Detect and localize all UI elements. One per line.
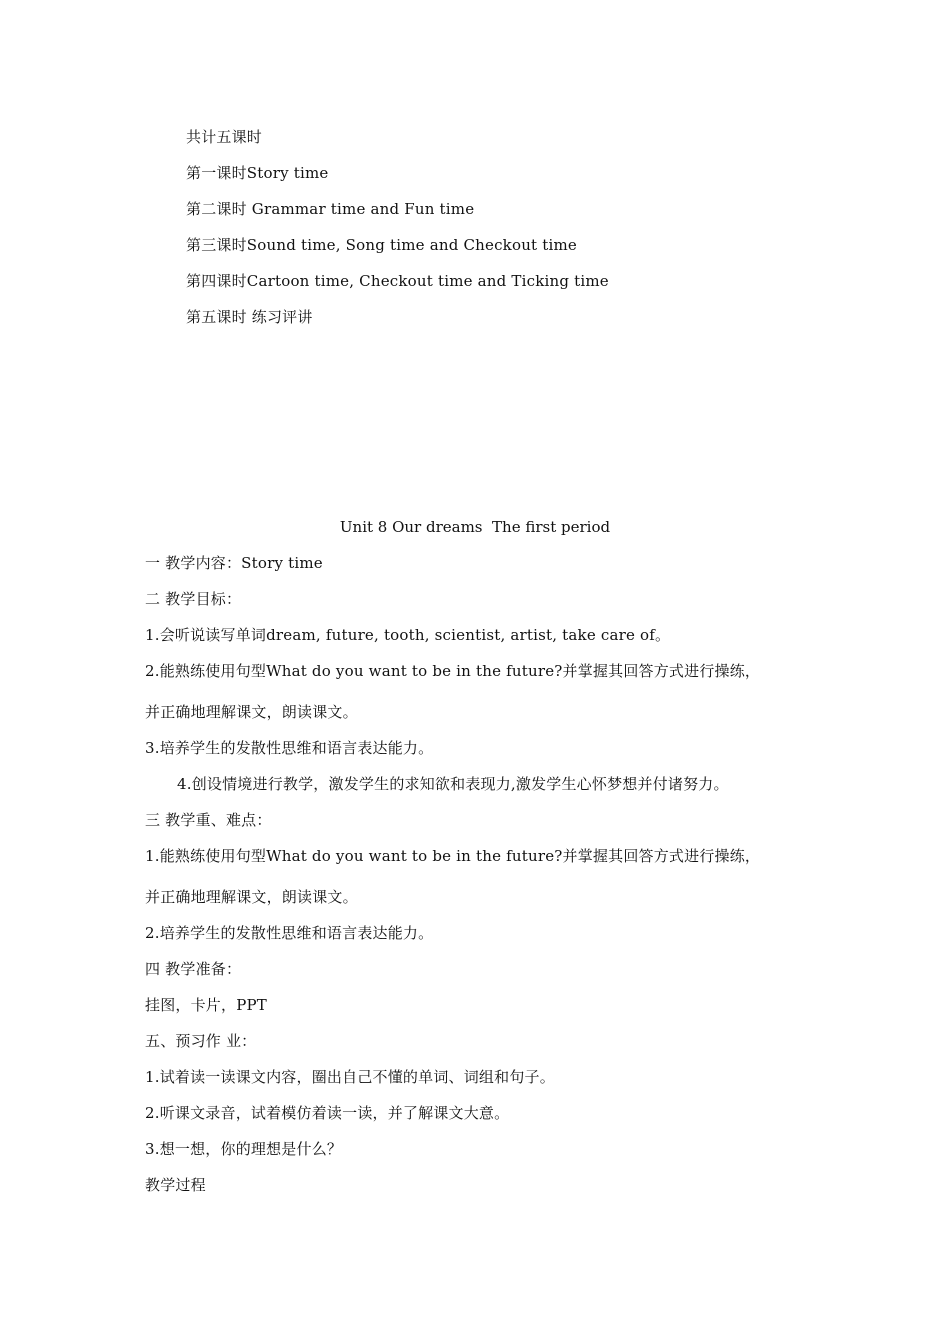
schedule-total: 共计五课时 <box>186 128 263 146</box>
schedule-period-3: 第三课时Sound time, Song time and Checkout time <box>186 236 577 254</box>
schedule-period-1: 第一课时Story time <box>186 164 329 182</box>
section-heading-teaching-process: 教学过程 <box>145 1176 206 1194</box>
section-heading-objectives: 二 教学目标： <box>145 590 242 608</box>
objective-3: 3.培养学生的发散性思维和语言表达能力。 <box>145 739 434 757</box>
key-point-2: 2.培养学生的发散性思维和语言表达能力。 <box>145 924 434 942</box>
key-point-1: 1.能熟练使用句型What do you want to be in the future?并掌握其回答方式进行操练， <box>145 847 761 865</box>
schedule-period-2: 第二课时 Grammar time and Fun time <box>186 200 475 218</box>
section-heading-preview-homework: 五、预习作 业： <box>145 1032 257 1050</box>
preparation-materials: 挂图，卡片，PPT <box>145 996 267 1014</box>
homework-2: 2.听课文录音，试着模仿着读一读，并了解课文大意。 <box>145 1104 510 1122</box>
section-heading-preparation: 四 教学准备： <box>145 960 242 978</box>
key-point-1-continued: 并正确地理解课文，朗读课文。 <box>145 888 358 906</box>
objective-1: 1.会听说读写单词dream, future, tooth, scientist, artist, take care of。 <box>145 626 671 644</box>
schedule-period-5: 第五课时 练习评讲 <box>186 308 313 326</box>
objective-2: 2.能熟练使用句型What do you want to be in the future?并掌握其回答方式进行操练， <box>145 662 761 680</box>
objective-2-continued: 并正确地理解课文，朗读课文。 <box>145 703 358 721</box>
schedule-period-4: 第四课时Cartoon time, Checkout time and Ticking time <box>186 272 609 290</box>
lesson-title: Unit 8 Our dreams The first period <box>339 518 611 536</box>
homework-1: 1.试着读一读课文内容，圈出自己不懂的单词、词组和句子。 <box>145 1068 555 1086</box>
objective-4: 4.创设情境进行教学，激发学生的求知欲和表现力,激发学生心怀梦想并付诸努力。 <box>177 775 729 793</box>
teaching-content: 一 教学内容：Story time <box>145 554 323 572</box>
homework-3: 3.想一想，你的理想是什么？ <box>145 1140 343 1158</box>
section-heading-key-points: 三 教学重、难点： <box>145 811 272 829</box>
